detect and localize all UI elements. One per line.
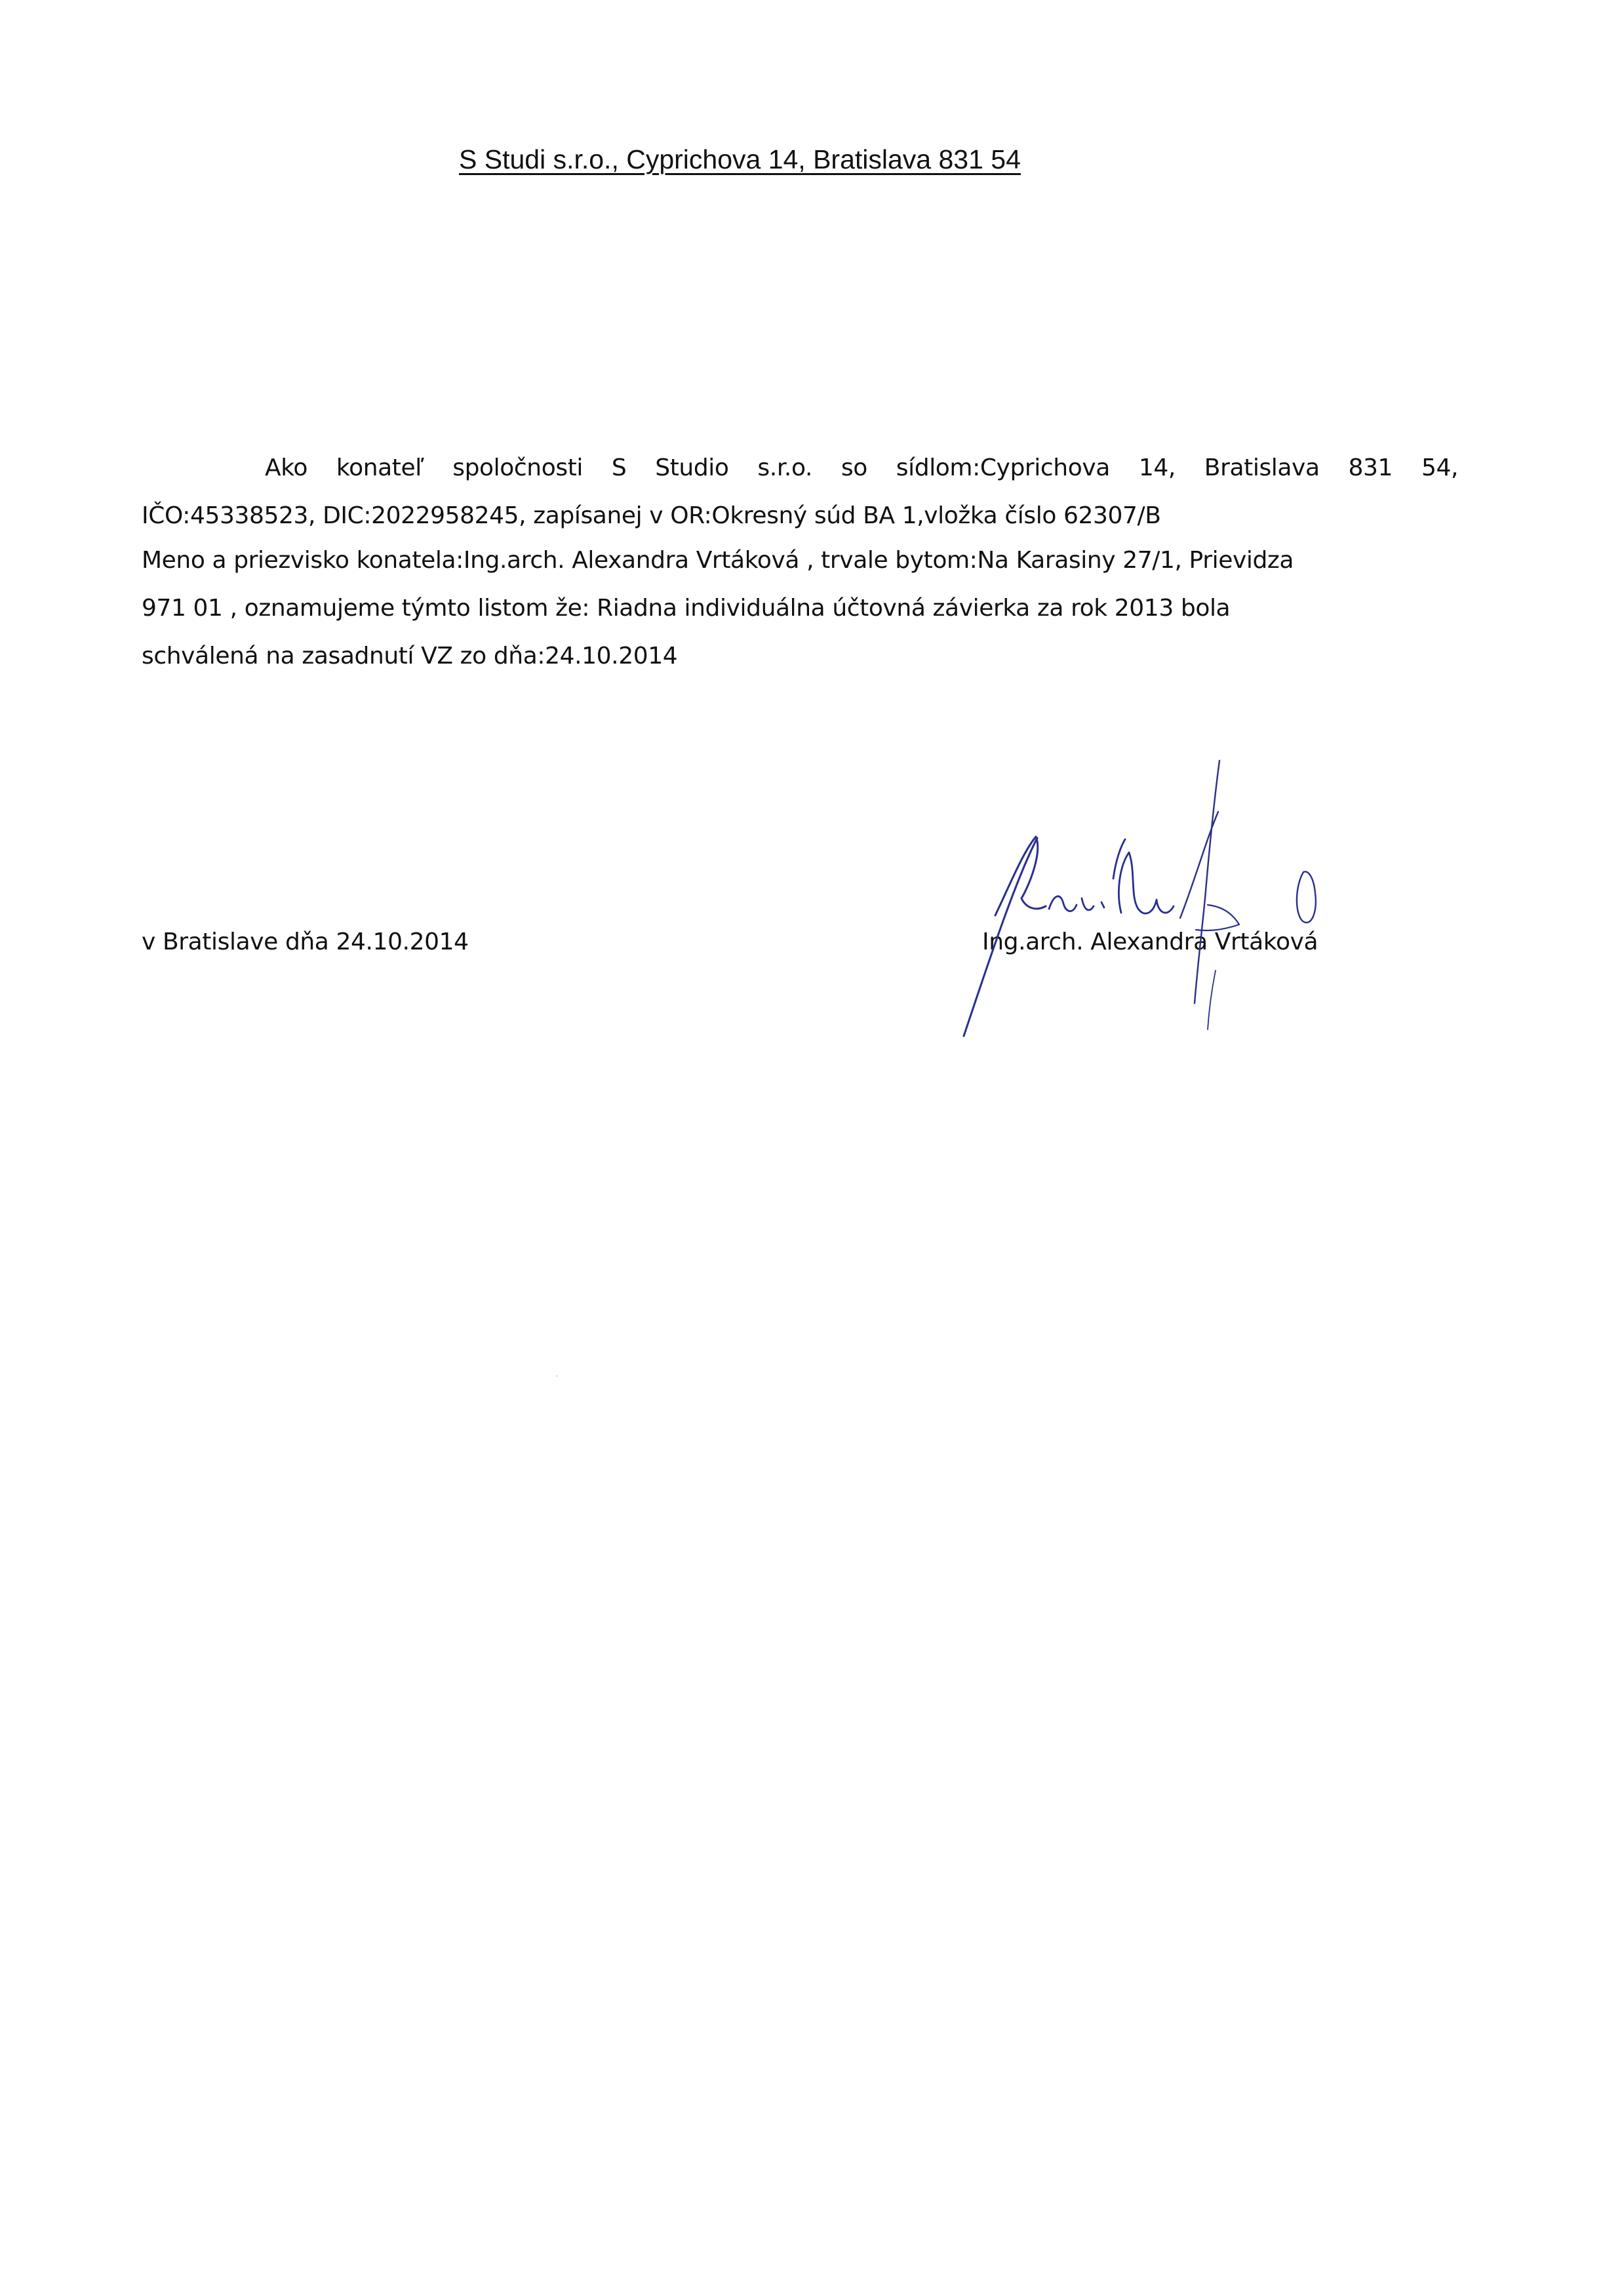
signature-stroke-main-down xyxy=(964,838,1037,1036)
company-details-line-1: Ako konateľ spoločnosti S Studio s.r.o. so sídlom:Cyprichova 14, Bratislava 831 54, xyxy=(265,454,1458,481)
signature-stroke-letters-1 xyxy=(1049,896,1104,911)
statement-paragraph xyxy=(142,536,1440,680)
scan-speck xyxy=(556,1375,558,1377)
company-details-paragraph xyxy=(142,444,1458,540)
statement-line-2: 971 01 , oznamujeme týmto listom že: Riadna individuálna účtovná závierka za rok 2013 bola xyxy=(142,595,1231,622)
signature-stroke-zero xyxy=(1297,871,1316,923)
company-details-line-2: IČO:45338523, DIC:2022958245, zapísanej v OR:Okresný súd BA 1,vložka číslo 62307/B xyxy=(142,502,1161,529)
place-and-date: v Bratislave dňa 24.10.2014 xyxy=(142,928,469,955)
handwritten-signature xyxy=(944,721,1416,1062)
signature-stroke-tall-letters xyxy=(1113,839,1174,913)
company-header: S Studi s.r.o., Cyprichova 14, Bratislava 831 54 xyxy=(459,144,1021,174)
signature-stroke-tail xyxy=(1208,970,1216,1029)
signer-name: Ing.arch. Alexandra Vrtáková xyxy=(982,928,1318,955)
signature-stroke-flourish xyxy=(1180,761,1219,1003)
statement-line-3: schválená na zasadnutí VZ zo dňa:24.10.2014 xyxy=(142,643,678,669)
statement-line-1: Meno a priezvisko konatela:Ing.arch. Alexandra Vrtáková , trvale bytom:Na Karasiny 27/1, Prievidza xyxy=(142,547,1294,574)
